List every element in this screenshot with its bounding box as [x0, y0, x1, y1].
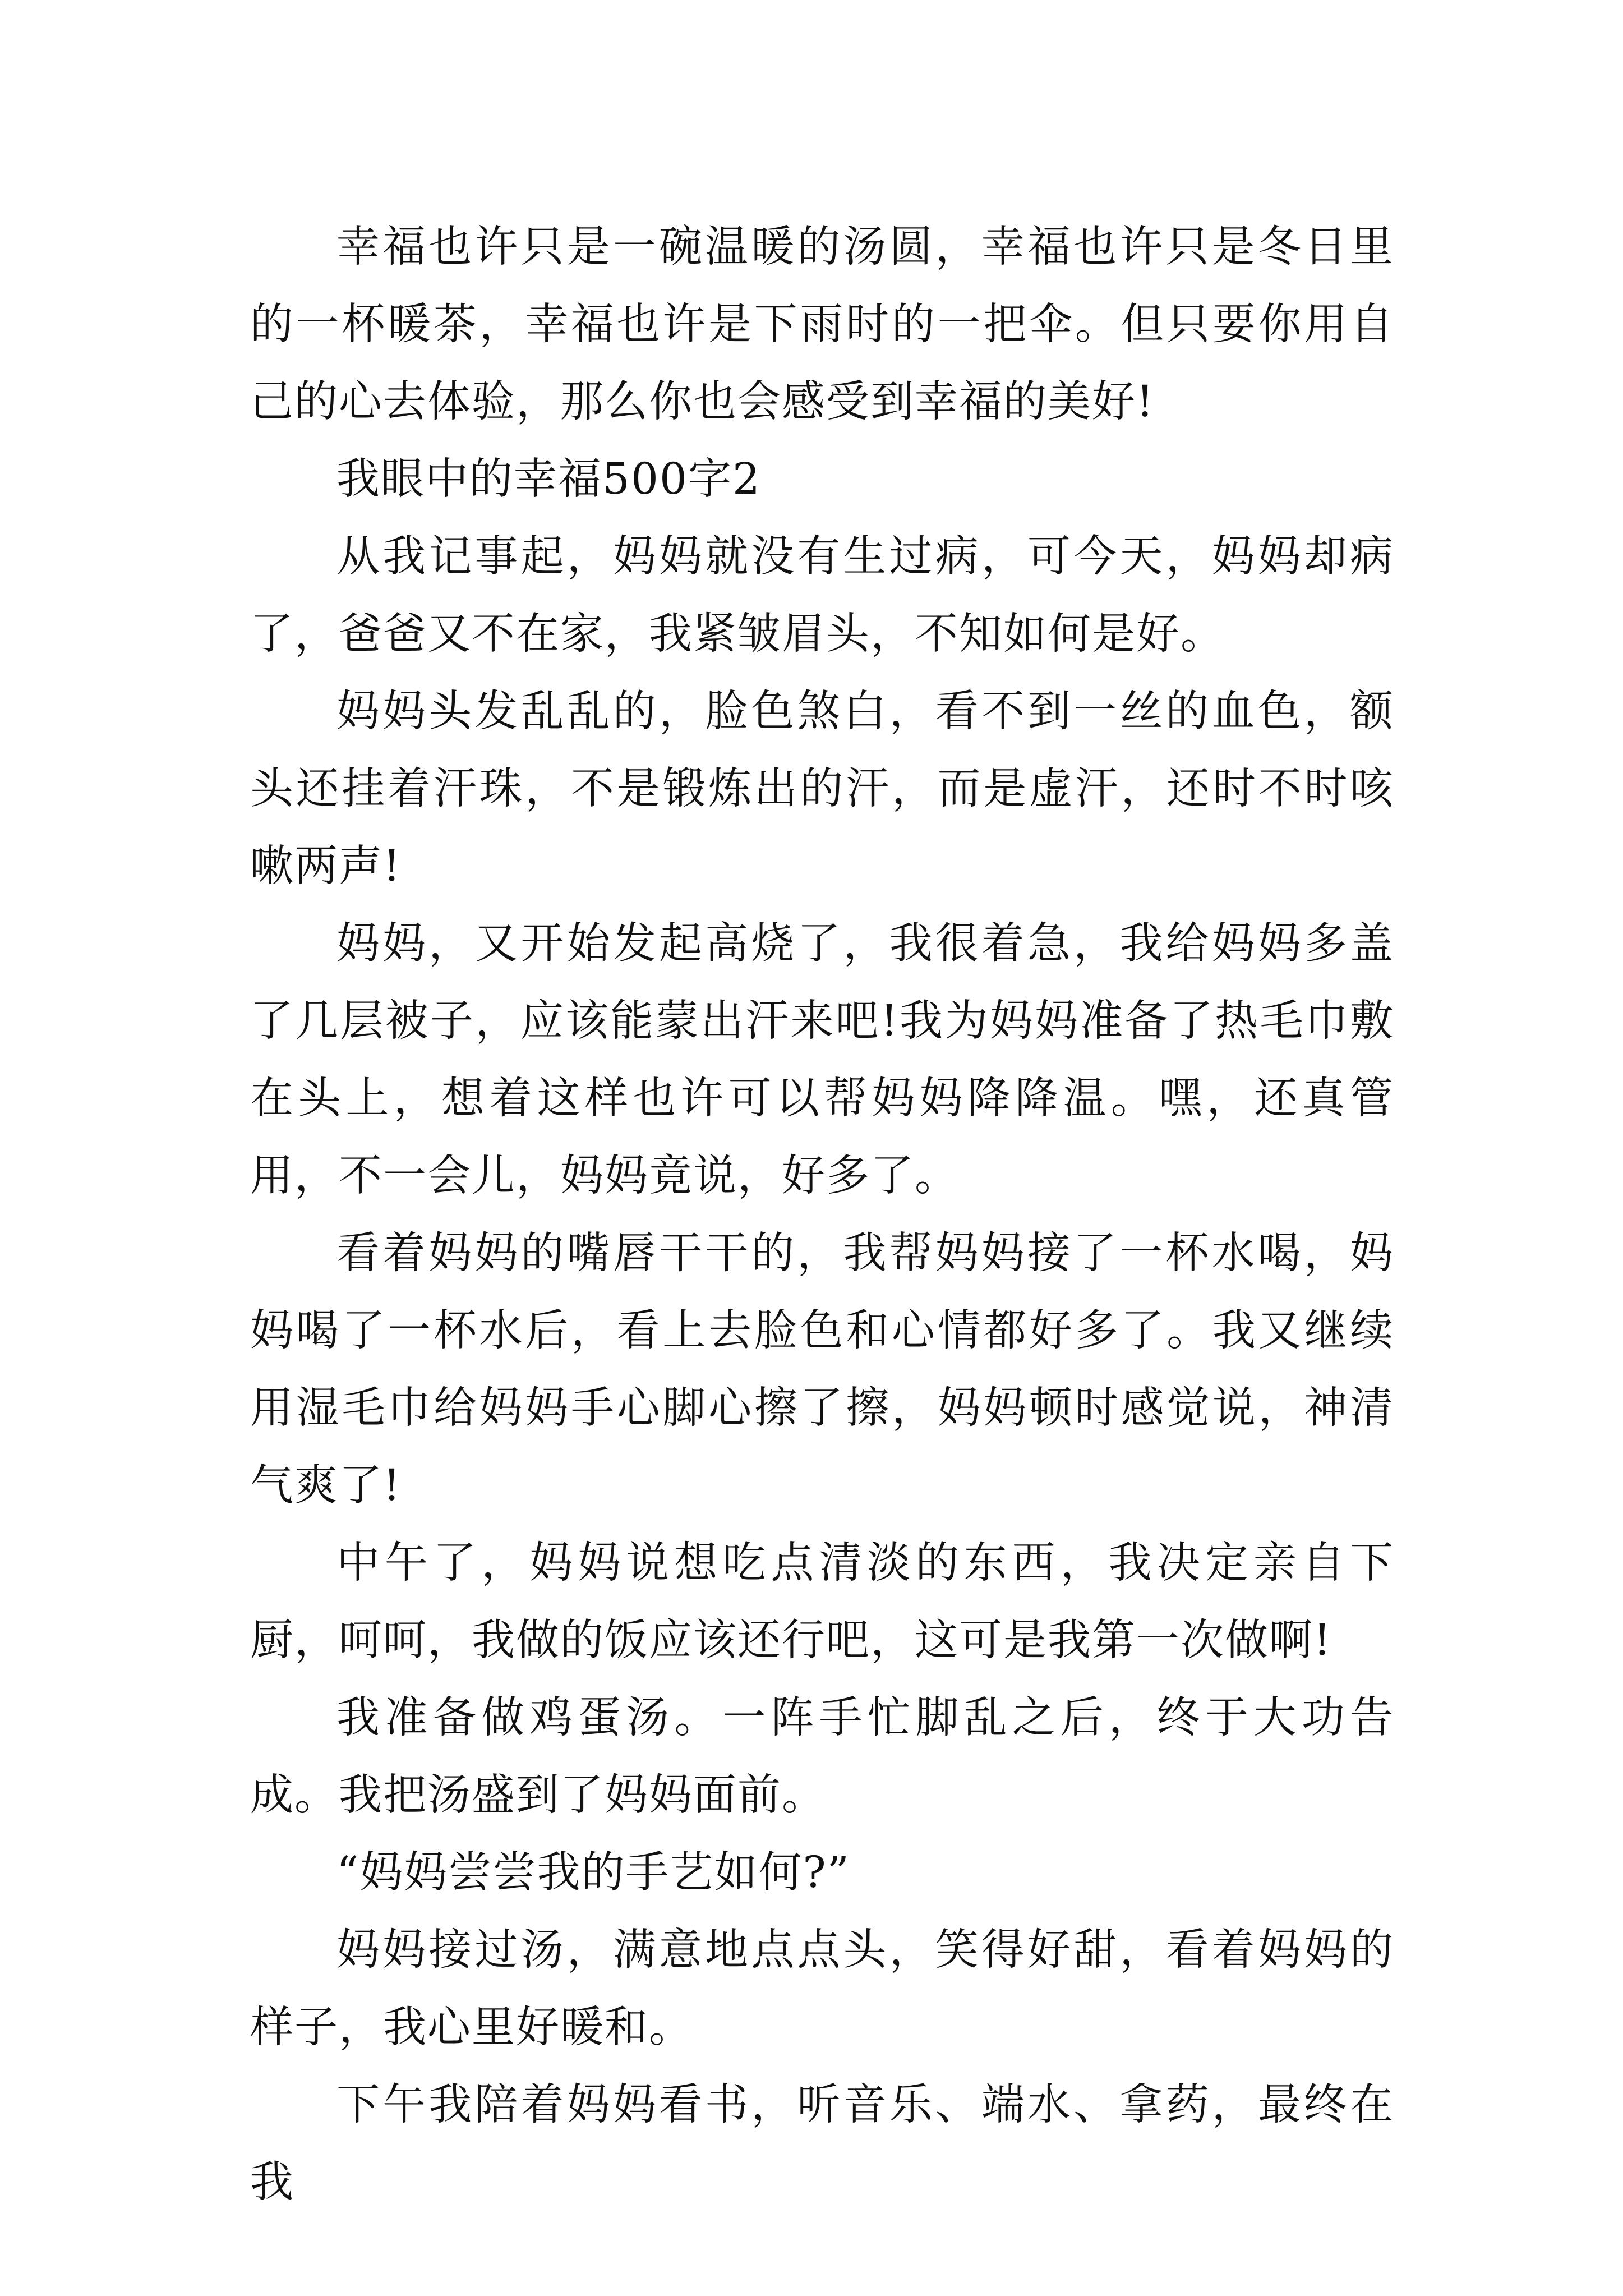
- paragraph: 从我记事起，妈妈就没有生过病，可今天，妈妈却病了，爸爸又不在家，我紧皱眉头，不知如何是好。: [250, 532, 1394, 659]
- paragraph: 幸福也许只是一碗温暖的汤圆，幸福也许只是冬日里的一杯暖茶，幸福也许是下雨时的一把伞。但只要你用自己的心去体验，那么你也会感受到幸福的美好!: [250, 222, 1394, 427]
- dialogue-line: “妈妈尝尝我的手艺如何?”: [336, 1848, 851, 1898]
- section-heading: 我眼中的幸福500字2: [336, 454, 761, 504]
- paragraph: 妈妈，又开始发起高烧了，我很着急，我给妈妈多盖了几层被子，应该能蒙出汗来吧!我为妈妈准备了热毛巾敷在头上，想着这样也许可以帮妈妈降降温。嘿，还真管用，不一会儿，妈妈竟说，好多了。: [250, 919, 1394, 1201]
- paragraph: 妈妈接过汤，满意地点点头，笑得好甜，看着妈妈的样子，我心里好暖和。: [250, 1925, 1394, 2053]
- paragraph: 我准备做鸡蛋汤。一阵手忙脚乱之后，终于大功告成。我把汤盛到了妈妈面前。: [250, 1693, 1394, 1820]
- paragraph: 看着妈妈的嘴唇干干的，我帮妈妈接了一杯水喝，妈妈喝了一杯水后，看上去脸色和心情都好多了。我又继续用湿毛巾给妈妈手心脚心擦了擦，妈妈顿时感觉说，神清气爽了!: [250, 1228, 1394, 1511]
- paragraph: 妈妈头发乱乱的，脸色煞白，看不到一丝的血色，额头还挂着汗珠，不是锻炼出的汗，而是虚汗，还时不时咳嗽两声!: [250, 687, 1394, 891]
- paragraph: 中午了，妈妈说想吃点清淡的东西，我决定亲自下厨，呵呵，我做的饭应该还行吧，这可是我第一次做啊!: [250, 1538, 1394, 1665]
- document-body: [250, 209, 1394, 2221]
- paragraph: 下午我陪着妈妈看书，听音乐、端水、拿药，最终在我: [250, 2080, 1394, 2207]
